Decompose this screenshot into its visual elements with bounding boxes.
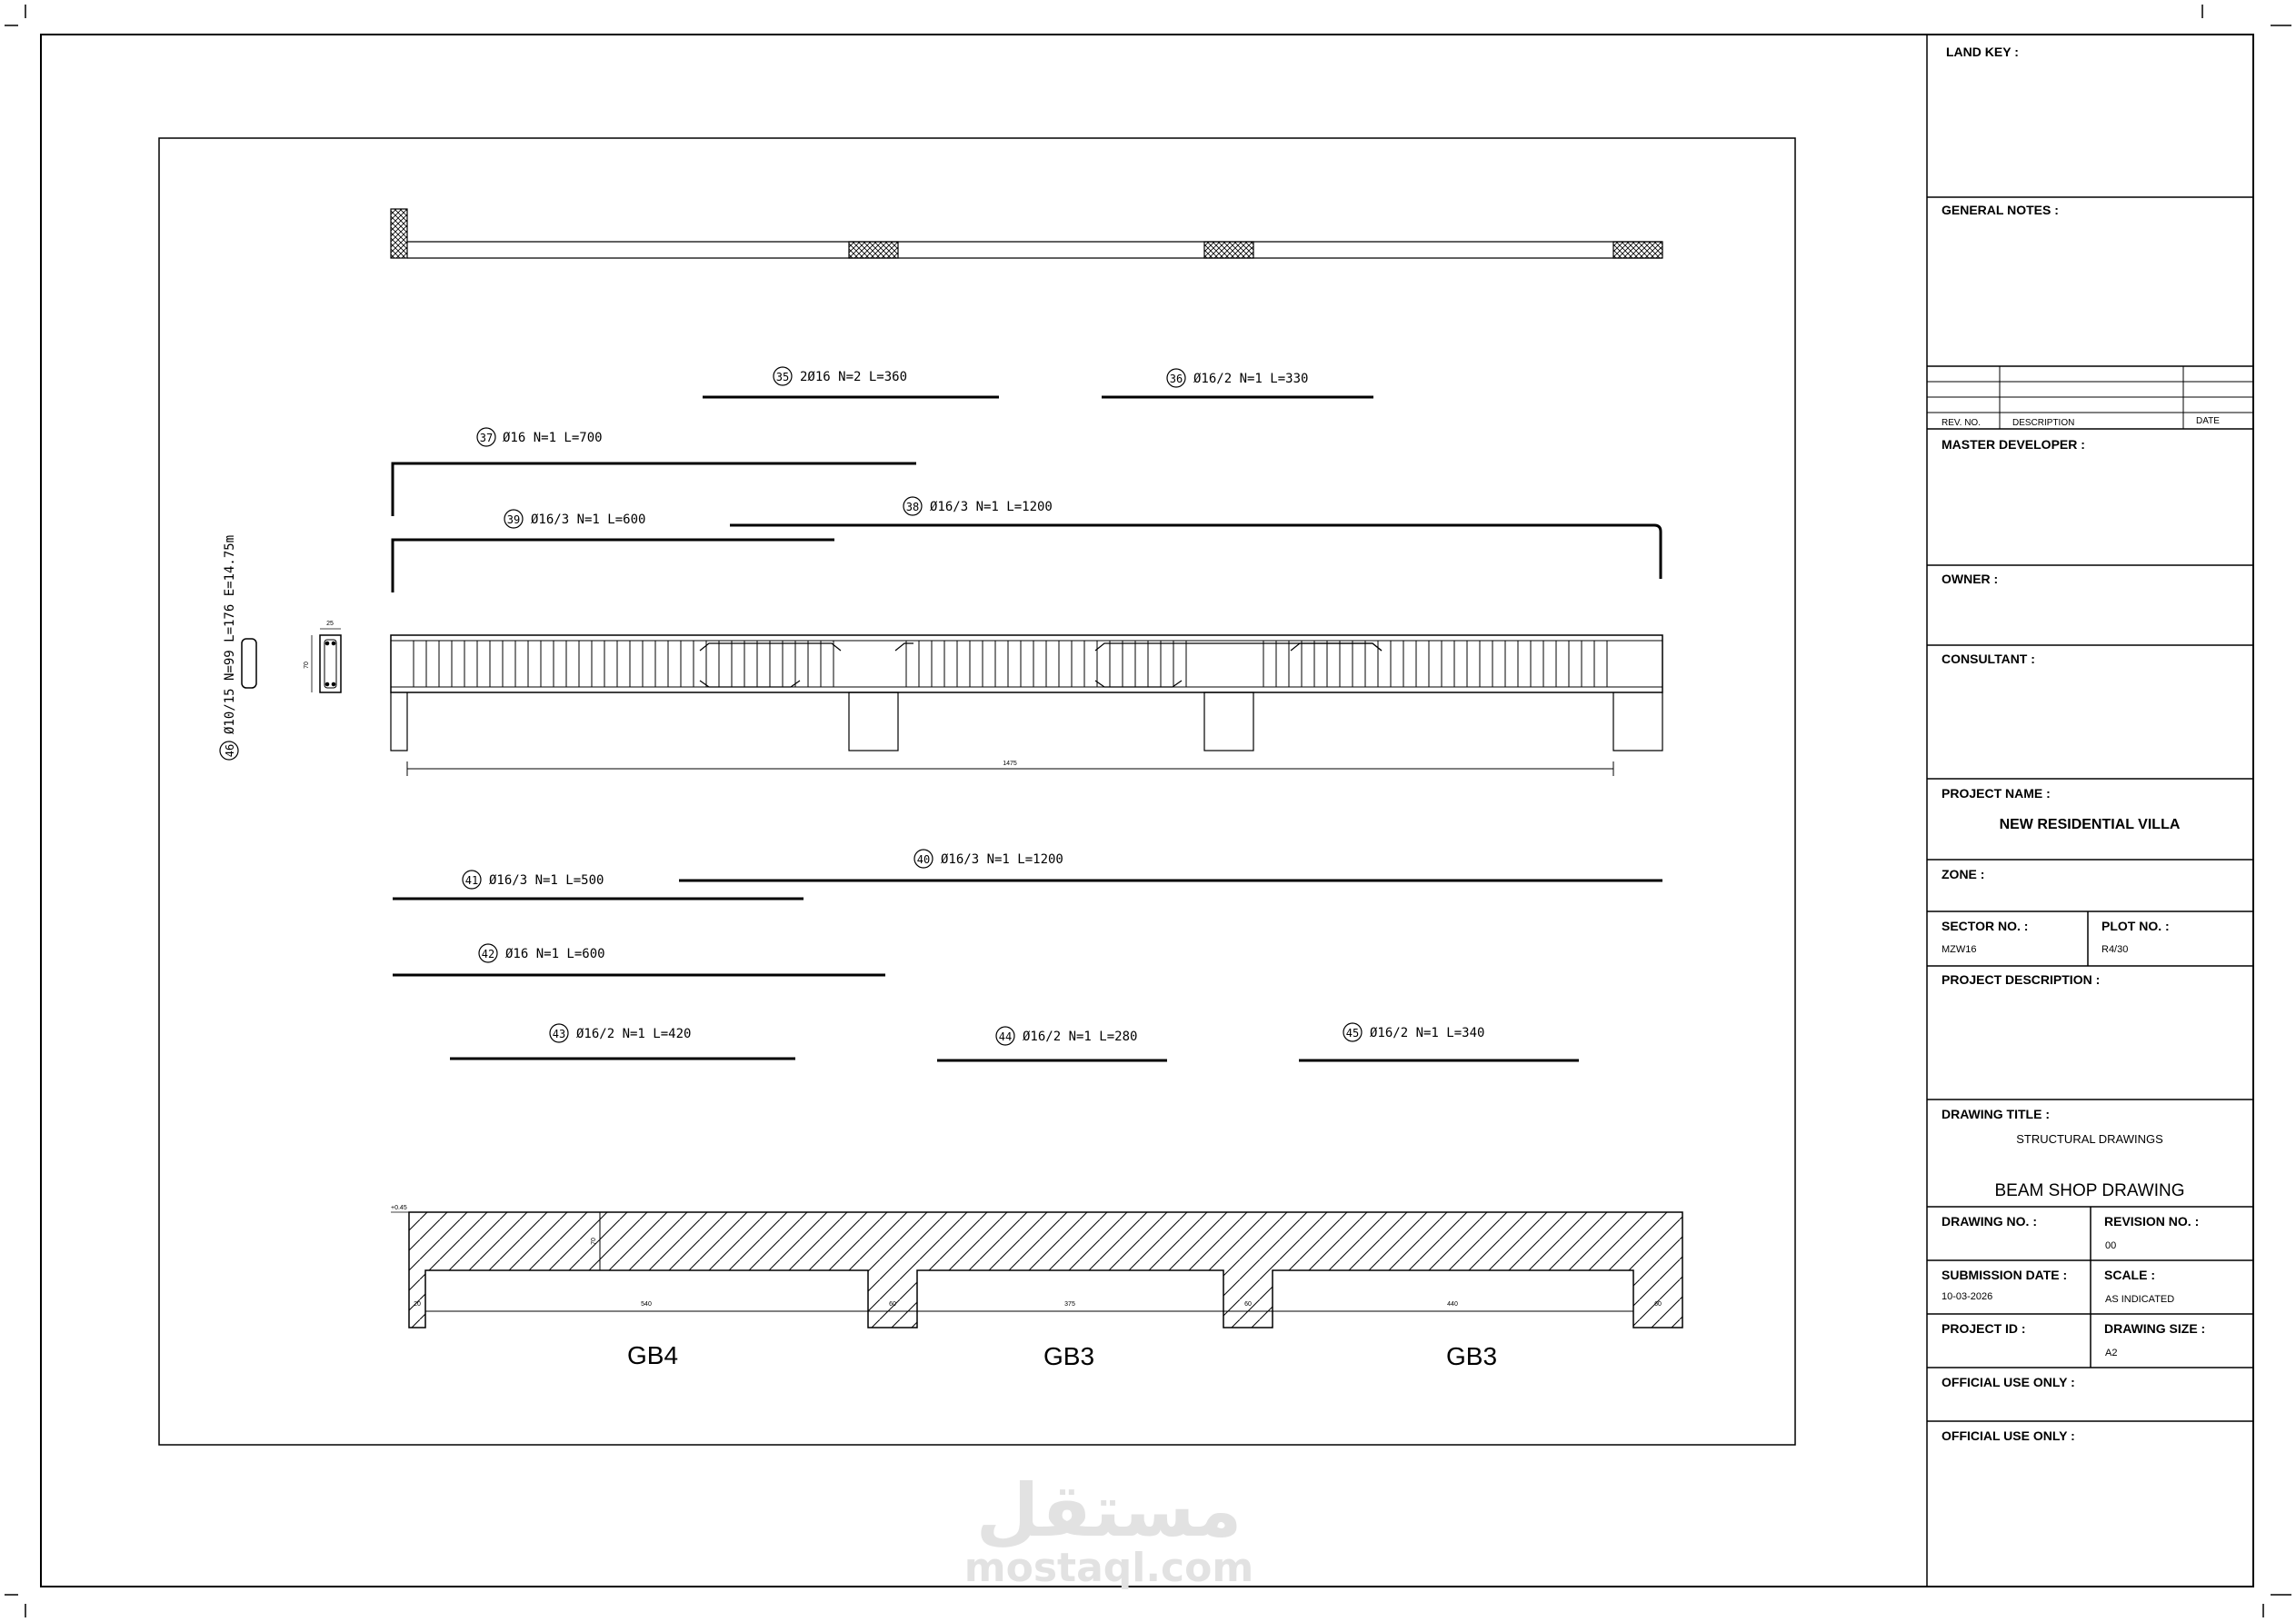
svg-text:Ø16/2 N=1 L=330: Ø16/2 N=1 L=330 (1193, 372, 1309, 386)
beam-cross-section (312, 629, 341, 692)
sheet-border (41, 35, 2253, 1587)
sector-label: SECTOR NO. : (1942, 919, 2029, 933)
plan-dim-6: 440 (1447, 1301, 1458, 1308)
scale-label: SCALE : (2104, 1268, 2155, 1282)
plan-dim-1: 20 (414, 1301, 421, 1308)
submission-value: 10-03-2026 (1942, 1291, 1993, 1302)
svg-text:35: 35 (775, 371, 790, 383)
plan-dim-4: 375 (1064, 1301, 1075, 1308)
svg-text:39: 39 (506, 513, 521, 526)
bar-label-41 (463, 871, 604, 889)
section-height-dim: 70 (304, 662, 310, 669)
description-header: DESCRIPTION (2012, 418, 2075, 428)
date-header: DATE (2196, 416, 2220, 426)
drawing-size-label: DRAWING SIZE : (2104, 1321, 2206, 1336)
submission-label: SUBMISSION DATE : (1942, 1268, 2068, 1282)
sector-value: MZW16 (1942, 944, 1977, 955)
beam-elevation (391, 635, 1662, 776)
drawing-no-label: DRAWING NO. : (1942, 1214, 2037, 1229)
svg-text:44: 44 (998, 1030, 1013, 1043)
revision-value: 00 (2105, 1240, 2117, 1251)
bar-label-35 (774, 367, 907, 385)
beam-label-gb4: GB4 (626, 1341, 679, 1369)
plan-depth-dim: 70 (591, 1238, 597, 1245)
project-name-value: NEW RESIDENTIAL VILLA (1999, 817, 2181, 832)
plan-dim-5: 60 (1244, 1301, 1252, 1308)
svg-text:Ø16/2 N=1 L=280: Ø16/2 N=1 L=280 (1023, 1030, 1138, 1044)
watermark-logo (964, 1468, 1253, 1591)
rev-no-header: REV. NO. (1942, 418, 1981, 428)
bar-label-38 (903, 497, 1053, 515)
svg-text:Ø16/2 N=1 L=420: Ø16/2 N=1 L=420 (576, 1027, 692, 1041)
svg-text:37: 37 (479, 432, 494, 444)
master-developer-label: MASTER DEVELOPER : (1942, 437, 2085, 452)
svg-text:43: 43 (552, 1028, 566, 1040)
bar-label-45 (1343, 1023, 1484, 1041)
drawing-title-main: BEAM SHOP DRAWING (1994, 1181, 2185, 1200)
official-use-1: OFFICIAL USE ONLY : (1942, 1375, 2075, 1389)
bar-label-42 (479, 944, 605, 962)
elevation-total-length: 1475 (1003, 761, 1017, 767)
bar-label-43 (550, 1024, 691, 1042)
svg-text:Ø16/2 N=1 L=340: Ø16/2 N=1 L=340 (1370, 1026, 1485, 1040)
plot-label: PLOT NO. : (2101, 919, 2170, 933)
beam-label-gb3-2: GB3 (1445, 1342, 1498, 1370)
drawing-title-label: DRAWING TITLE : (1942, 1107, 2050, 1121)
scale-value: AS INDICATED (2105, 1294, 2175, 1305)
plan-dim-2: 540 (641, 1301, 652, 1308)
bar-label-39 (504, 510, 645, 528)
svg-text:Ø16/3 N=1 L=1200: Ø16/3 N=1 L=1200 (941, 852, 1063, 867)
svg-text:مستقل: مستقل (975, 1468, 1243, 1553)
svg-text:Ø16/3 N=1 L=600: Ø16/3 N=1 L=600 (531, 512, 646, 527)
section-width-dim: 25 (326, 621, 334, 627)
beam-plan (391, 1212, 1682, 1328)
beam-label-gb3-1: GB3 (1043, 1342, 1095, 1370)
svg-text:45: 45 (1345, 1027, 1360, 1040)
plan-level: +0.45 (391, 1205, 407, 1211)
revision-label: REVISION NO. : (2104, 1214, 2200, 1229)
stirrups-span-1 (414, 641, 834, 687)
plot-value: R4/30 (2101, 944, 2129, 955)
top-beam-strip (391, 209, 1662, 258)
bar-label-44 (996, 1027, 1137, 1045)
svg-text:2Ø16 N=2 L=360: 2Ø16 N=2 L=360 (800, 370, 908, 384)
svg-text:Ø10/15 N=99 L=176 E=14.75m: Ø10/15 N=99 L=176 E=14.75m (223, 534, 237, 734)
bar-label-37 (477, 428, 603, 446)
svg-text:Ø16 N=1 L=600: Ø16 N=1 L=600 (505, 947, 605, 961)
official-use-2: OFFICIAL USE ONLY : (1942, 1428, 2075, 1443)
consultant-label: CONSULTANT : (1942, 652, 2035, 666)
plan-dim-3: 60 (889, 1301, 896, 1308)
svg-text:Ø16 N=1 L=700: Ø16 N=1 L=700 (503, 431, 603, 445)
project-description-label: PROJECT DESCRIPTION : (1942, 972, 2101, 987)
project-name-label: PROJECT NAME : (1942, 786, 2051, 801)
bar-label-46 (220, 535, 238, 760)
general-notes-label: GENERAL NOTES : (1942, 203, 2059, 217)
svg-text:42: 42 (481, 948, 495, 960)
bar-label-40 (914, 850, 1063, 868)
svg-text:Ø16/3 N=1 L=500: Ø16/3 N=1 L=500 (489, 873, 604, 888)
project-id-label: PROJECT ID : (1942, 1321, 2026, 1336)
drawing-size-value: A2 (2105, 1348, 2118, 1358)
plan-dim-7: 60 (1654, 1301, 1662, 1308)
svg-text:41: 41 (464, 874, 479, 887)
svg-text:36: 36 (1169, 373, 1183, 385)
svg-text:Ø16/3 N=1 L=1200: Ø16/3 N=1 L=1200 (930, 500, 1053, 514)
stirrups-span-3 (1263, 641, 1607, 687)
svg-text:40: 40 (916, 853, 931, 866)
svg-text:38: 38 (905, 501, 920, 513)
owner-label: OWNER : (1942, 572, 1999, 586)
stirrups-span-2 (906, 641, 1186, 687)
stirrup-shape (242, 639, 256, 688)
zone-label: ZONE : (1942, 867, 1985, 881)
svg-text:mostaql.com: mostaql.com (963, 1545, 1254, 1591)
svg-text:46: 46 (224, 743, 236, 758)
land-key-label: LAND KEY : (1946, 45, 2019, 59)
title-block (1927, 35, 2253, 1587)
drawing-title-sub: STRUCTURAL DRAWINGS (2016, 1132, 2163, 1146)
bar-label-36 (1167, 369, 1308, 387)
